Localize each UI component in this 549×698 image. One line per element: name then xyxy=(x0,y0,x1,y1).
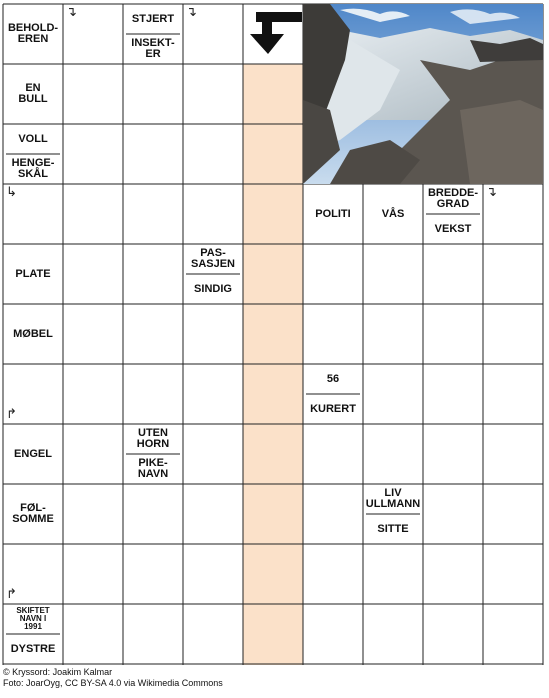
clue-voll: VOLL xyxy=(18,132,48,145)
clue-vekst: VEKST xyxy=(434,222,472,235)
clue-engel: ENGEL xyxy=(14,447,52,460)
clue-plate: PLATE xyxy=(15,267,51,280)
clue-arrow-icon: ↱ xyxy=(6,587,17,602)
clue-arrow-icon: ↴ xyxy=(186,5,197,20)
clue-uten-horn: UTEN HORN xyxy=(136,427,170,450)
clue-skiftet-navn: SKIFTET NAVN I 1991 xyxy=(16,606,50,631)
clue-beholderen: BEHOLD- EREN xyxy=(7,22,59,45)
clue-folsomme: FØL- SOMME xyxy=(12,502,54,525)
glacier-photo xyxy=(303,4,543,184)
clue-sindig: SINDIG xyxy=(194,282,232,295)
credit-crossword: © Kryssord: Joakim Kalmar xyxy=(3,667,113,677)
clue-insekter: INSEKT- ER xyxy=(131,37,175,60)
clue-n56: 56 xyxy=(326,372,340,385)
credits xyxy=(3,667,223,689)
clue-dystre: DYSTRE xyxy=(10,642,56,655)
clue-hengeskal: HENGE- SKÅL xyxy=(11,157,55,180)
clue-arrow-icon: ↳ xyxy=(6,185,17,200)
clue-arrow-icon: ↱ xyxy=(6,407,17,422)
clue-liv-ullmann: LIV ULLMANN xyxy=(365,487,421,510)
clue-politi: POLITI xyxy=(315,207,351,220)
clue-arrow-icon: ↴ xyxy=(486,185,497,200)
clue-stjert: STJERT xyxy=(131,12,175,25)
clue-en-bull: EN BULL xyxy=(18,82,48,105)
clue-vas: VÅS xyxy=(381,207,405,220)
clue-kurert: KURERT xyxy=(310,402,356,415)
clue-mobel: MØBEL xyxy=(13,327,53,340)
clue-pikenavn: PIKE- NAVN xyxy=(137,457,169,480)
clue-sitte: SITTE xyxy=(377,522,409,535)
clue-passasjen: PAS- SASJEN xyxy=(190,247,236,270)
start-arrow-icon xyxy=(250,12,302,54)
clue-breddegrad: BREDDE- GRAD xyxy=(427,187,479,210)
credit-photo: Foto: JoarOyg, CC BY-SA 4.0 via Wikimedia Commons xyxy=(3,678,223,688)
clue-arrow-icon: ↴ xyxy=(66,5,77,20)
